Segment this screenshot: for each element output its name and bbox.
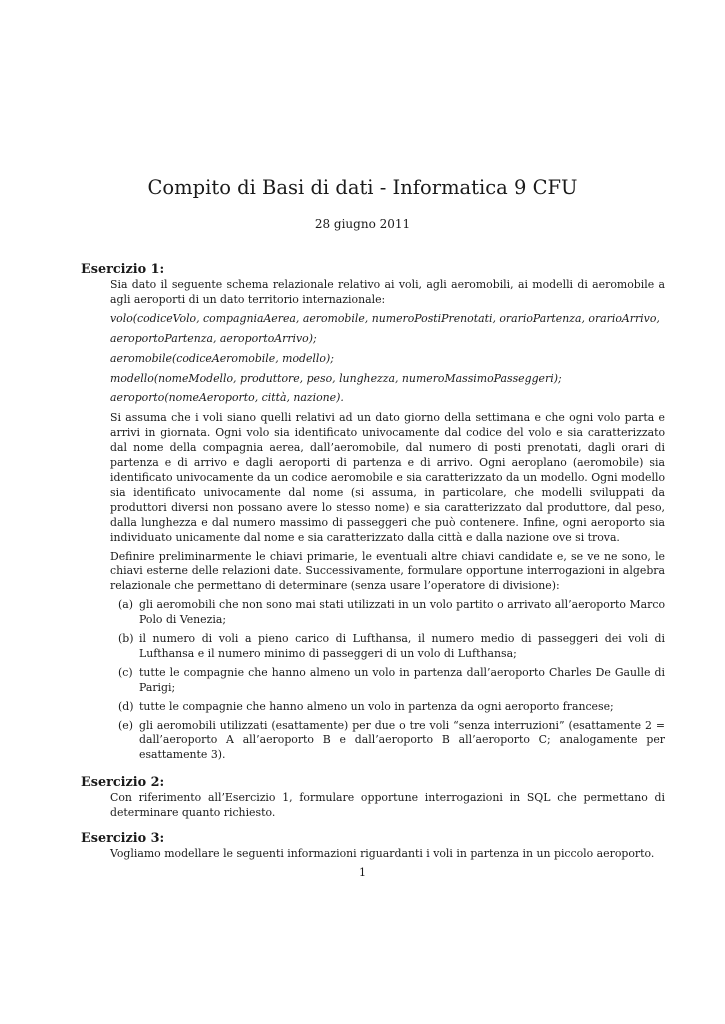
list-item-label: (c)	[118, 665, 133, 679]
list-item-label: (d)	[118, 699, 134, 713]
schema-line-aeromobile: aeromobile(codiceAeromobile, modello);	[110, 351, 334, 365]
list-item-label: (a)	[118, 598, 133, 612]
exercise2-content	[110, 791, 665, 821]
document-body	[81, 262, 665, 866]
exercise1-intro: Sia dato il seguente schema relazionale relativo ai voli, agli aeromobili, ai modelli di aeromobile a agli aeroporti di un dato territorio internazionale:	[110, 278, 665, 306]
list-item-text: tutte le compagnie che hanno almeno un volo in partenza dall’aeroporto Charles De Gaulle di Parigi;	[139, 665, 665, 694]
list-item-text: gli aeromobili utilizzati (esattamente) per due o tre voli “senza interruzioni” (esattamente 2 = dall’aeroporto A all’aeroporto B e dall’aeroporto B all’aeroporto C; analogamente per esattamente 3).	[139, 718, 665, 762]
exercise3-content	[110, 847, 665, 862]
exercise1-description: Si assuma che i voli siano quelli relativi ad un dato giorno della settimana e che ogni volo parta e arrivi in giornata. Ogni volo sia identificato univocamente dal codice del volo e sia caratterizzato dal nome della compagnia aerea, dall’aeromobile, dal numero di posti prenotati, dagli orari di partenza e di arrivo e dagli aeroporti di partenza e di arrivo. Ogni aeroplano (aeromobile) sia identificato univocamente da un codice aeromobile e sia caratterizzato da un modello. Ogni modello sia identificato univocamente dal nome (si assuma, in particolare, che modelli sviluppati da produttori diversi non possano avere lo stesso nome) e sia caratterizzato dal produttore, dal peso, dalla lunghezza e dal numero massimo di passeggeri che può contenere. Infine, ogni aeroporto sia individuato unicamente dal nome e sia caratterizzato dalla città e dalla nazione ove si trova.	[110, 411, 665, 544]
list-item-text: il numero di voli a pieno carico di Lufthansa, il numero medio di passeggeri dei voli di Lufthansa e il numero minimo di passeggeri di un volo di Lufthansa;	[139, 632, 665, 660]
list-item	[110, 719, 665, 764]
list-item-text: gli aeromobili che non sono mai stati utilizzati in un volo partito o arrivato all’aeroporto Marco Polo di Venezia;	[139, 598, 665, 627]
exercise1-query-list	[110, 598, 665, 763]
schema-line-volo: volo(codiceVolo, compagniaAerea, aeromobile, numeroPostiPrenotati, orarioPartenza, orarioArrivo,	[110, 311, 660, 325]
list-item	[110, 700, 665, 715]
exercise1-content	[110, 278, 665, 763]
exercise1-task: Definire preliminarmente le chiavi primarie, le eventuali altre chiavi candidate e, se ve ne sono, le chiavi esterne delle relazioni date. Successivamente, formulare opportune interrogazioni in algebra relazionale che permettano di determinare (senza usare l’operatore di divisione):	[110, 549, 665, 593]
list-item-label: (b)	[118, 632, 134, 646]
schema-line-aeroporto: aeroporto(nomeAeroporto, città, nazione).	[110, 391, 344, 405]
document-title: Compito di Basi di dati - Informatica 9 CFU	[147, 176, 578, 199]
document-date: 28 giugno 2011	[314, 217, 411, 231]
schema-line-volo-cont: aeroportoPartenza, aeroportoArrivo);	[110, 331, 317, 345]
list-item	[110, 598, 665, 628]
list-item-text: tutte le compagnie che hanno almeno un volo in partenza da ogni aeroporto francese;	[139, 699, 614, 713]
schema-line-modello: modello(nomeModello, produttore, peso, lunghezza, numeroMassimoPasseggeri);	[110, 371, 562, 385]
exercise3-heading: Esercizio 3:	[81, 831, 165, 847]
exercise2-text: Con riferimento all’Esercizio 1, formulare opportune interrogazioni in SQL che permettano di determinare quanto richiesto.	[110, 791, 665, 820]
exercise1-heading: Esercizio 1:	[81, 262, 165, 277]
page-number: 1	[359, 866, 366, 879]
exercise3-text: Vogliamo modellare le seguenti informazioni riguardanti i voli in partenza in un piccolo aeroporto.	[110, 847, 655, 861]
list-item	[110, 666, 665, 696]
exercise2-heading: Esercizio 2:	[81, 775, 165, 791]
list-item-label: (e)	[118, 718, 133, 732]
list-item	[110, 632, 665, 662]
